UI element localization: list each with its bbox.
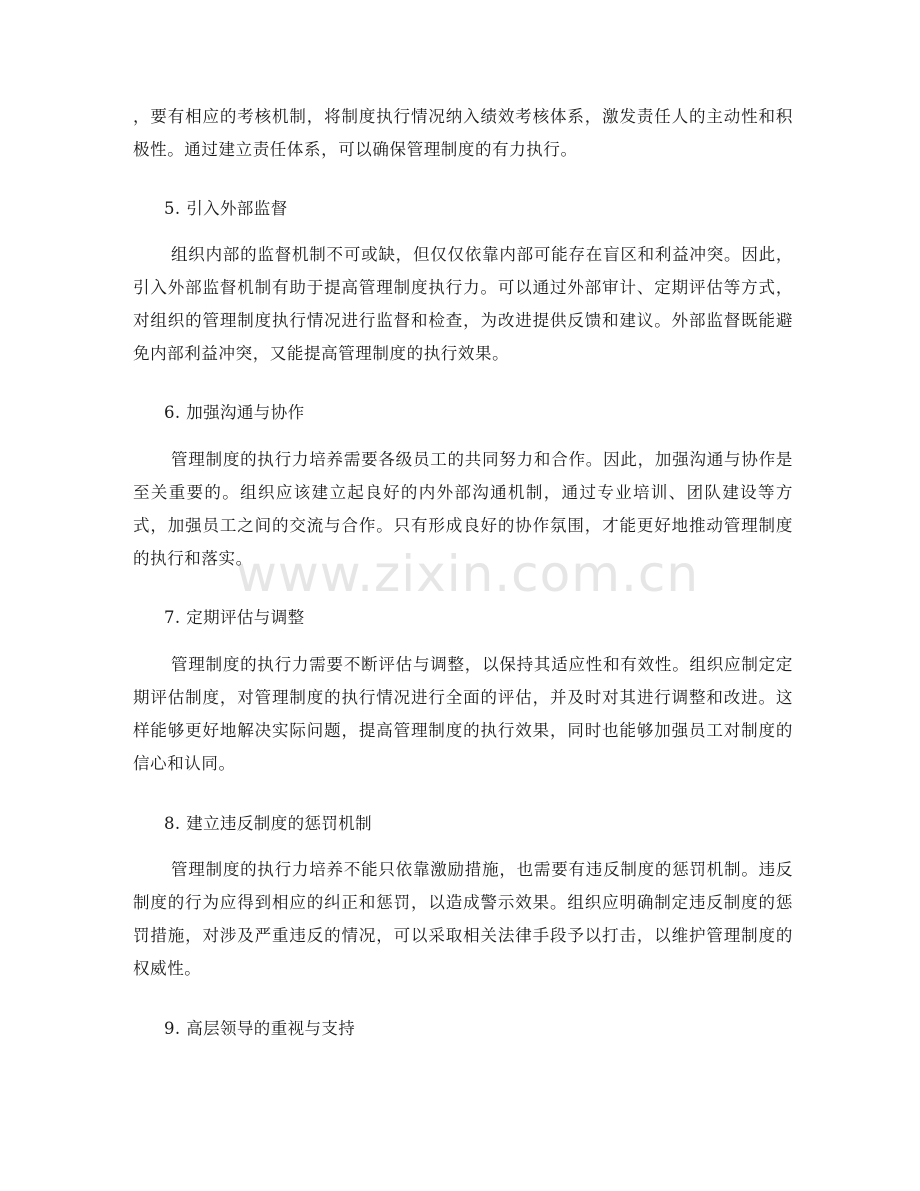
section-heading-9: 9. 高层领导的重视与支持 [164,1019,356,1038]
section-paragraph-7: 管理制度的执行力需要不断评估与调整，以保持其适应性和有效性。组织应制定定期评估制度，对管理制度的执行情况进行全面的评估，并及时对其进行调整和改进。这样能够更好地解决实际问题，提高管理制度的执行效果，同时也能够加强员工对制度的信心和认同。 [133,655,793,773]
intro-paragraph: ，要有相应的考核机制，将制度执行情况纳入绩效考核体系，激发责任人的主动性和积极性。通过建立责任体系，可以确保管理制度的有力执行。 [133,107,793,159]
section-paragraph-6: 管理制度的执行力培养需要各级员工的共同努力和合作。因此，加强沟通与协作是至关重要的。组织应该建立起良好的内外部沟通机制，通过专业培训、团队建设等方式，加强员工之间的交流与合作。只有形成良好的协作氛围，才能更好地推动管理制度的执行和落实。 [133,450,793,568]
section-heading-6: 6. 加强沟通与协作 [164,403,305,422]
section-paragraph-5: 组织内部的监督机制不可或缺，但仅仅依靠内部可能存在盲区和利益冲突。因此，引入外部监督机制有助于提高管理制度执行力。可以通过外部审计、定期评估等方式，对组织的管理制度执行情况进行监督和检查，为改进提供反馈和建议。外部监督既能避免内部利益冲突，又能提高管理制度的执行效果。 [133,245,793,363]
section-paragraph-8: 管理制度的执行力培养不能只依靠激励措施，也需要有违反制度的惩罚机制。违反制度的行为应得到相应的纠正和惩罚，以造成警示效果。组织应明确制定违反制度的惩罚措施，对涉及严重违反的情况，可以采取相关法律手段予以打击，以维护管理制度的权威性。 [133,860,793,978]
section-heading-5: 5. 引入外部监督 [164,199,288,218]
section-heading-8: 8. 建立违反制度的惩罚机制 [164,814,373,833]
watermark: www.zixin.com.cn [236,545,700,603]
section-heading-7: 7. 定期评估与调整 [164,608,305,627]
